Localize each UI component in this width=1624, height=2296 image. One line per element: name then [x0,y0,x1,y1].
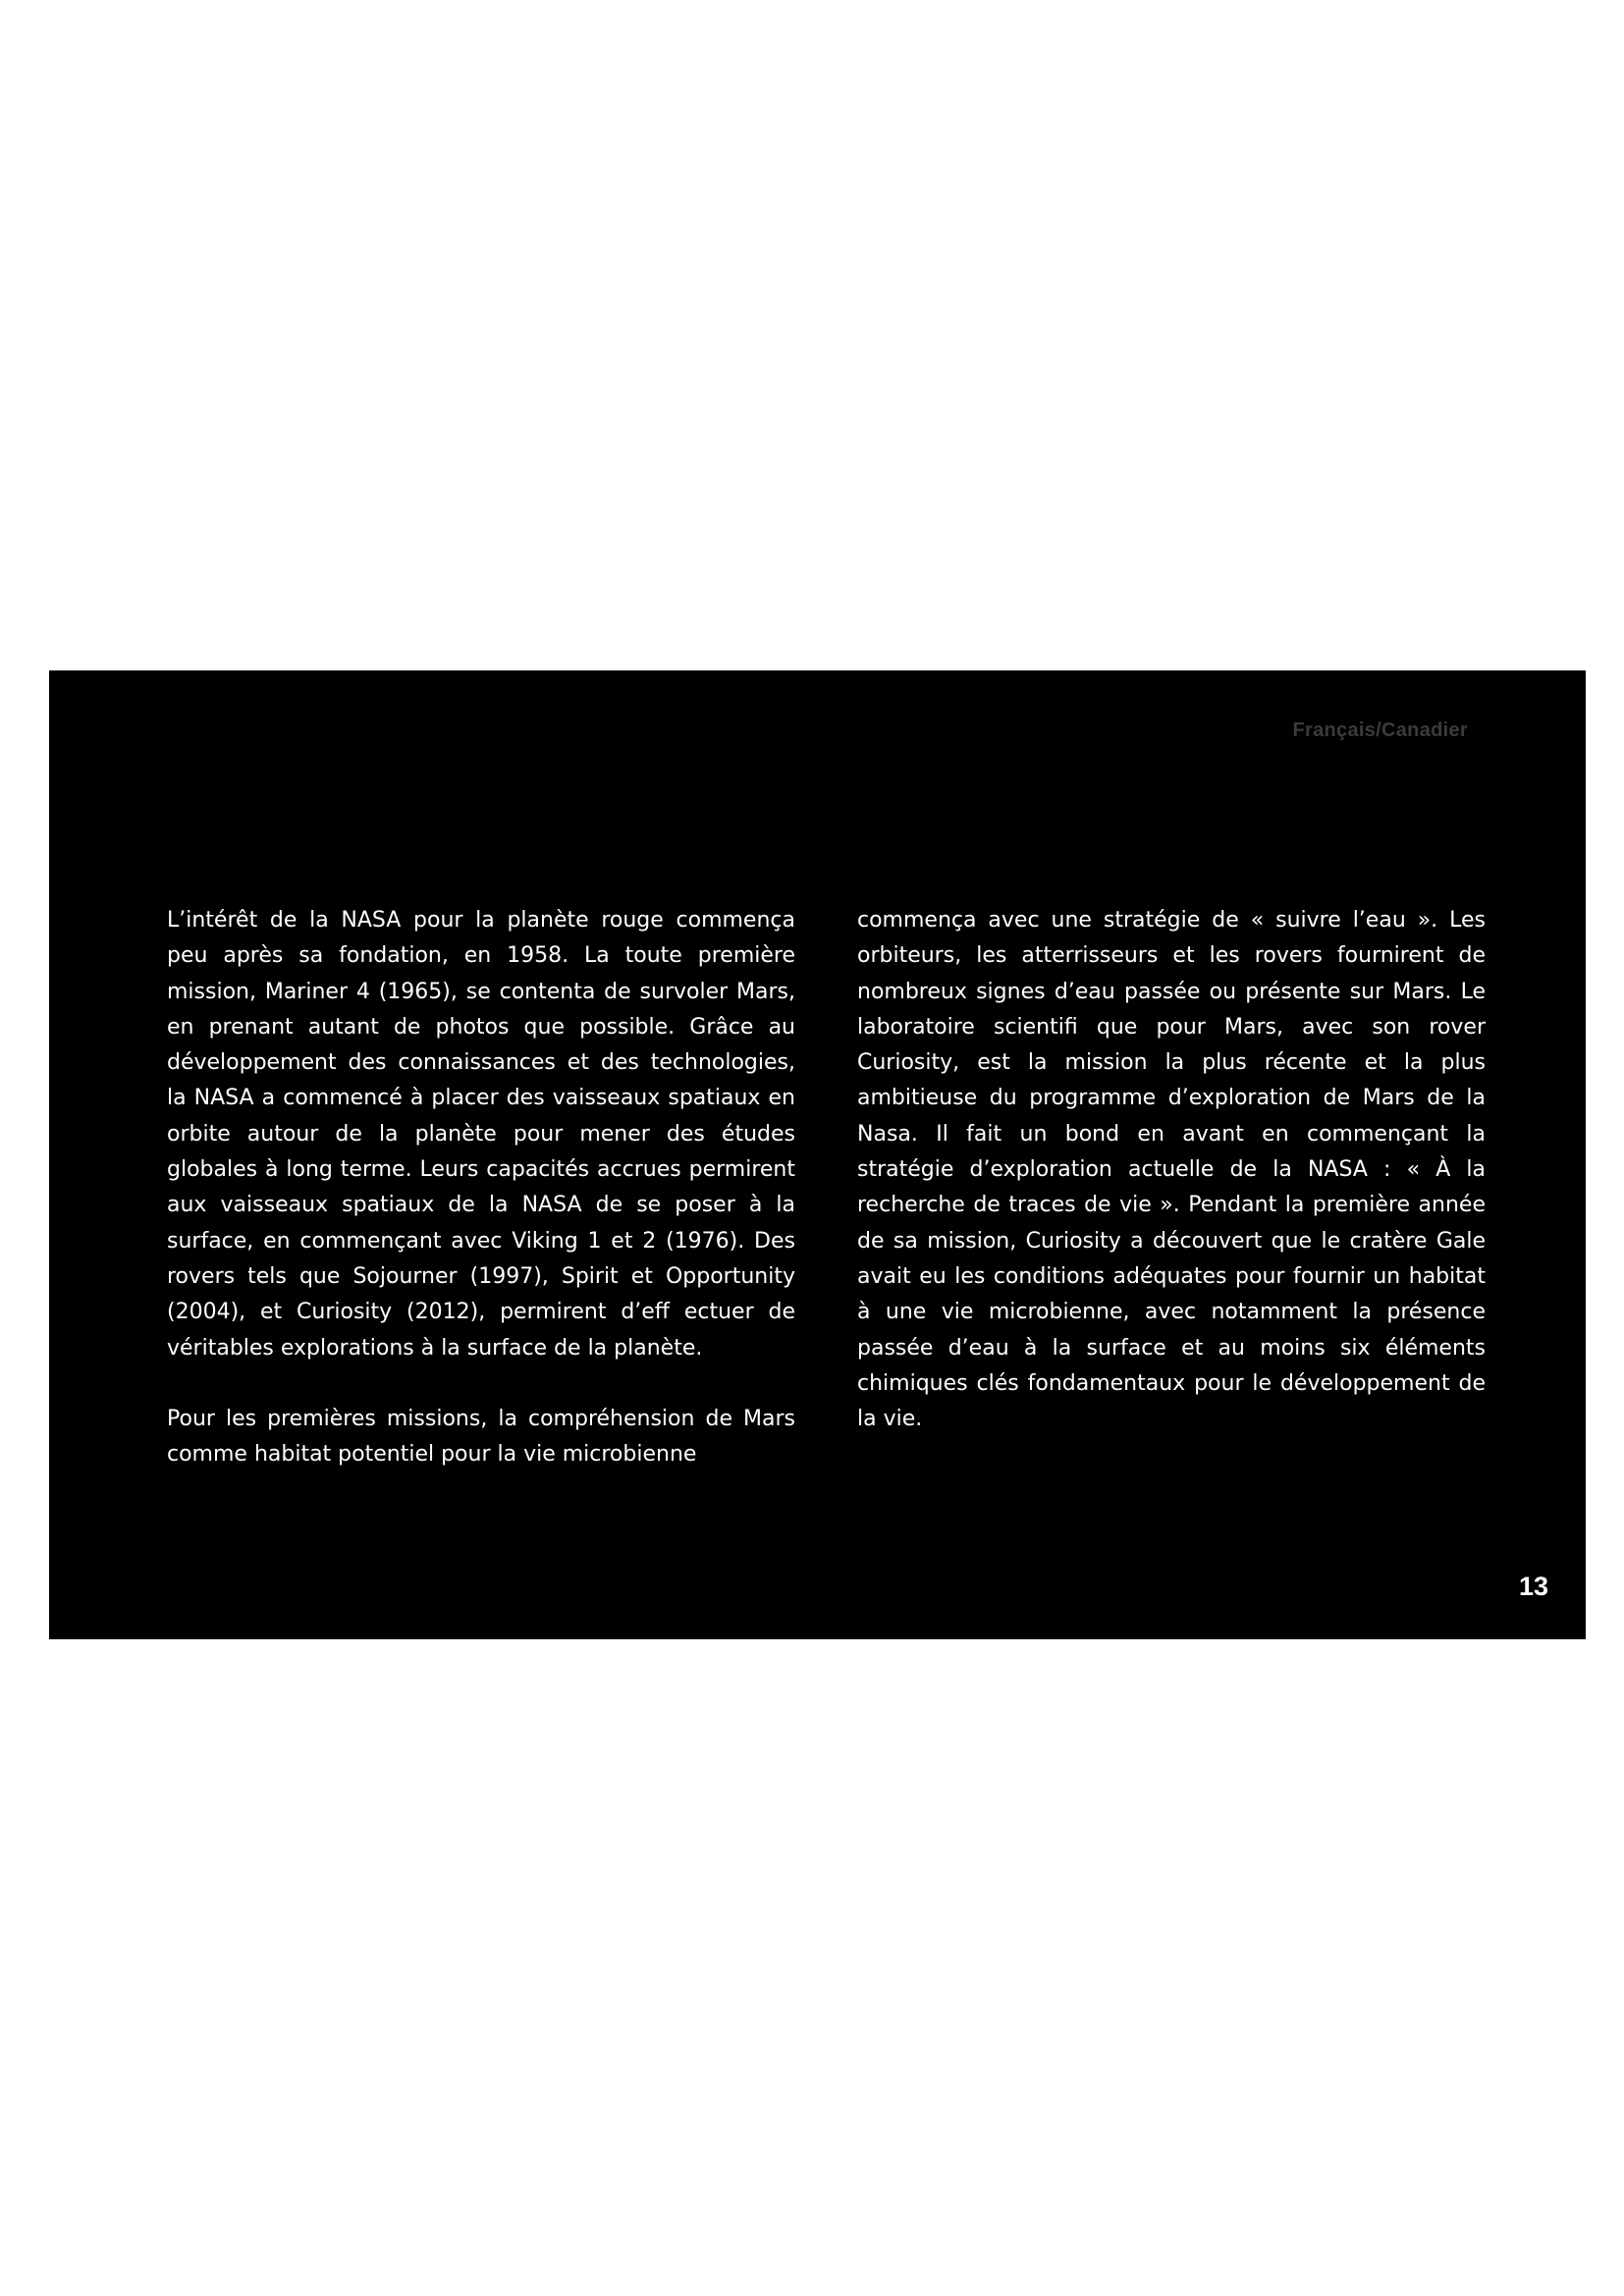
right-column [857,903,1486,1437]
paragraph: Pour les premières missions, la compréhension de Mars comme habitat potentiel pour la vie microbienne [167,1406,795,1468]
language-label: Français/Canadier [1292,720,1468,741]
paragraph: commença avec une stratégie de « suivre l’eau ». Les orbiteurs, les atterrisseurs et les rovers fournirent de nombreux signes d’eau passée ou présente sur Mars. Le laboratoire scientifi que pour Mars, avec son rover Curiosity, est la mission la plus récente et la plus ambitieuse du programme d’exploration de Mars de la Nasa. Il fait un bond en avant en commençant la stratégie d’exploration actuelle de la NASA : « À la recherche de traces de vie ». Pendant la première année de sa mission, Curiosity a découvert que le cratère Gale avait eu les conditions adéquates pour fournir un habitat à une vie microbienne, avec notamment la présence passée d’eau à la surface et au moins six éléments chimiques clés fondamentaux pour le développement de la vie. [857,908,1486,1432]
left-column [167,903,795,1472]
paragraph: L’intérêt de la NASA pour la planète rouge commença peu après sa fondation, en 1958. La toute première mission, Mariner 4 (1965), se contenta de survoler Mars, en prenant autant de photos que possible. Grâce au développement des connaissances et des technologies, la NASA a commencé à placer des vaisseaux spatiaux en orbite autour de la planète pour mener des études globales à long terme. Leurs capacités accrues permirent aux vaisseaux spatiaux de la NASA de se poser à la surface, en commençant avec Viking 1 et 2 (1976). Des rovers tels que Sojourner (1997), Spirit et Opportunity (2004), et Curiosity (2012), permirent d’eff ectuer de véritables explorations à la surface de la planète. [167,908,795,1361]
page-number: 13 [1518,1572,1548,1601]
content-panel [49,670,1586,1639]
